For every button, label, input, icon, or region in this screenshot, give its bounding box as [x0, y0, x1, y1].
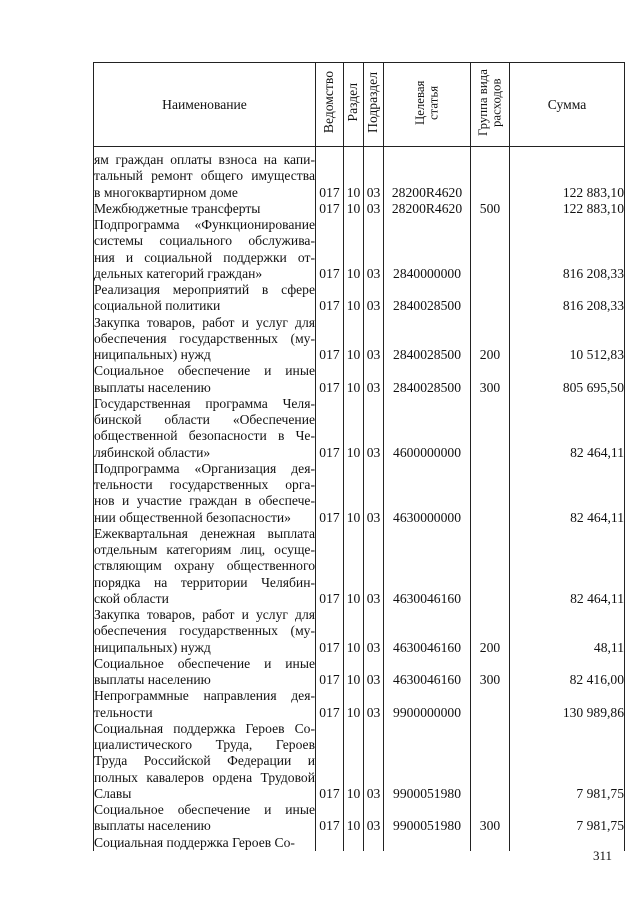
cell-razdel: 10 — [344, 461, 364, 526]
cell-vedomstvo: 017 — [316, 721, 344, 802]
cell-podrazdel: 03 — [364, 363, 384, 396]
cell-vedomstvo: 017 — [316, 461, 344, 526]
cell-podrazdel: 03 — [364, 152, 384, 201]
cell-celevaya-statya: 4630000000 — [384, 461, 471, 526]
cell-celevaya-statya: 9900051980 — [384, 721, 471, 802]
cell-name — [94, 152, 316, 201]
table-row — [94, 396, 625, 461]
cell-name — [94, 721, 316, 802]
cell-razdel: 10 — [344, 802, 364, 835]
name-line: Социальное обеспечение и иные — [94, 802, 315, 817]
table-row — [94, 461, 625, 526]
budget-table — [93, 62, 625, 851]
cell-summa: 122 883,10 — [510, 201, 625, 217]
name-line: в многоквартирном доме — [94, 184, 238, 200]
table-row — [94, 688, 625, 721]
cell-vid-raskhodov — [471, 152, 510, 201]
table-row — [94, 802, 625, 835]
cell-celevaya-statya — [384, 835, 471, 851]
cell-celevaya-statya: 2840028500 — [384, 363, 471, 396]
cell-razdel: 10 — [344, 152, 364, 201]
header-summa: Сумма — [510, 63, 625, 147]
name-line: Закупка товаров, работ и услуг для — [94, 607, 315, 622]
name-line: порядка на территории Челябин- — [94, 574, 315, 590]
cell-podrazdel: 03 — [364, 607, 384, 656]
name-line: Закупка товаров, работ и услуг для — [94, 314, 315, 330]
cell-vid-raskhodov: 300 — [471, 802, 510, 835]
cell-podrazdel — [364, 835, 384, 851]
name-line: ния и социальной поддержки от- — [94, 249, 315, 265]
cell-summa: 816 208,33 — [510, 217, 625, 282]
header-razdel: Раздел — [344, 63, 364, 147]
cell-razdel: 10 — [344, 217, 364, 282]
name-line: нии общественной безопасности» — [94, 509, 291, 525]
cell-vedomstvo: 017 — [316, 396, 344, 461]
cell-celevaya-statya: 2840028500 — [384, 315, 471, 364]
cell-vid-raskhodov: 300 — [471, 656, 510, 689]
cell-name — [94, 835, 316, 851]
cell-vid-raskhodov — [471, 282, 510, 315]
name-line: Межбюджетные трансферты — [94, 200, 261, 216]
cell-podrazdel: 03 — [364, 282, 384, 315]
cell-podrazdel: 03 — [364, 461, 384, 526]
cell-name — [94, 396, 316, 461]
cell-podrazdel: 03 — [364, 526, 384, 607]
cell-celevaya-statya: 28200R4620 — [384, 201, 471, 217]
cell-razdel: 10 — [344, 607, 364, 656]
cell-vedomstvo: 017 — [316, 607, 344, 656]
cell-vedomstvo: 017 — [316, 152, 344, 201]
cell-razdel: 10 — [344, 396, 364, 461]
name-line: Подпрограмма «Организация дея- — [94, 460, 315, 476]
name-line: социальной политики — [94, 298, 221, 314]
table-row — [94, 607, 625, 656]
cell-name — [94, 688, 316, 721]
cell-vid-raskhodov — [471, 721, 510, 802]
cell-vid-raskhodov — [471, 526, 510, 607]
cell-podrazdel: 03 — [364, 656, 384, 689]
cell-razdel: 10 — [344, 656, 364, 689]
name-line: дельных категорий граждан» — [94, 265, 263, 281]
name-line: ской области — [94, 590, 169, 606]
cell-name — [94, 201, 316, 217]
cell-summa: 48,11 — [510, 607, 625, 656]
cell-vedomstvo — [316, 835, 344, 851]
header-gruppa-vida-raskhodov: Группа вида расходов — [471, 63, 510, 147]
cell-razdel: 10 — [344, 201, 364, 217]
cell-razdel: 10 — [344, 688, 364, 721]
name-line: Реализация мероприятий в сфере — [94, 282, 315, 297]
cell-razdel: 10 — [344, 282, 364, 315]
table-row — [94, 835, 625, 851]
table-row — [94, 721, 625, 802]
cell-podrazdel: 03 — [364, 802, 384, 835]
cell-summa: 82 464,11 — [510, 526, 625, 607]
cell-vedomstvo: 017 — [316, 688, 344, 721]
cell-podrazdel: 03 — [364, 217, 384, 282]
name-line: бинской области «Обеспечение — [94, 412, 315, 427]
cell-celevaya-statya: 2840000000 — [384, 217, 471, 282]
name-line: выплаты населению — [94, 818, 211, 834]
cell-vid-raskhodov: 200 — [471, 315, 510, 364]
name-line: выплаты населению — [94, 379, 211, 395]
cell-name — [94, 217, 316, 282]
cell-vid-raskhodov — [471, 461, 510, 526]
cell-vedomstvo: 017 — [316, 802, 344, 835]
cell-razdel: 10 — [344, 315, 364, 364]
cell-vedomstvo: 017 — [316, 217, 344, 282]
name-line: тальный ремонт общего имущества — [94, 168, 315, 184]
cell-name — [94, 802, 316, 835]
cell-razdel: 10 — [344, 363, 364, 396]
name-line: Социальная поддержка Героев Со- — [94, 834, 295, 850]
cell-celevaya-statya: 4630046160 — [384, 607, 471, 656]
cell-vid-raskhodov: 300 — [471, 363, 510, 396]
cell-summa: 130 989,86 — [510, 688, 625, 721]
table-row — [94, 526, 625, 607]
cell-podrazdel: 03 — [364, 201, 384, 217]
name-line: Труда Российской Федерации и — [94, 753, 315, 769]
name-line: выплаты населению — [94, 672, 211, 687]
name-line: Ежеквартальная денежная выплата — [94, 525, 315, 541]
cell-razdel — [344, 835, 364, 851]
cell-celevaya-statya: 4630046160 — [384, 526, 471, 607]
cell-name — [94, 526, 316, 607]
cell-vid-raskhodov — [471, 835, 510, 851]
cell-summa: 82 416,00 — [510, 656, 625, 689]
name-line: лябинской области» — [94, 444, 211, 460]
name-line: Славы — [94, 785, 132, 801]
cell-vedomstvo: 017 — [316, 656, 344, 689]
table-body — [94, 147, 625, 851]
cell-name — [94, 461, 316, 526]
name-line: Подпрограмма «Функционирование — [94, 217, 315, 232]
cell-celevaya-statya: 4600000000 — [384, 396, 471, 461]
cell-razdel: 10 — [344, 721, 364, 802]
cell-summa: 7 981,75 — [510, 721, 625, 802]
cell-summa: 10 512,83 — [510, 315, 625, 364]
name-line: отдельным категориям лиц, осуще- — [94, 542, 315, 557]
cell-summa: 82 464,11 — [510, 396, 625, 461]
table-row — [94, 201, 625, 217]
table-row — [94, 282, 625, 315]
cell-name — [94, 607, 316, 656]
name-line: Социальная поддержка Героев Со- — [94, 720, 315, 736]
name-line: Социальное обеспечение и иные — [94, 655, 315, 671]
cell-summa: 7 981,75 — [510, 802, 625, 835]
table-row — [94, 217, 625, 282]
name-line: Социальное обеспечение и иные — [94, 363, 315, 379]
cell-vedomstvo: 017 — [316, 526, 344, 607]
name-line: обеспечения государственных (му- — [94, 330, 315, 346]
name-line: ям граждан оплаты взноса на капи- — [94, 152, 315, 167]
cell-summa: 122 883,10 — [510, 152, 625, 201]
cell-name — [94, 656, 316, 689]
name-line: общественной безопасности в Че- — [94, 428, 315, 444]
table-row — [94, 363, 625, 396]
cell-celevaya-statya: 28200R4620 — [384, 152, 471, 201]
name-line: нов и участие граждан в обеспече- — [94, 493, 315, 509]
table-header-row — [94, 63, 625, 147]
cell-name — [94, 363, 316, 396]
name-line: ниципальных) нужд — [94, 347, 211, 362]
page-number: 311 — [593, 848, 613, 863]
header-celevaya-statya: Целевая статья — [384, 63, 471, 147]
cell-podrazdel: 03 — [364, 688, 384, 721]
name-line: циалистического Труда, Героев — [94, 737, 315, 752]
cell-vedomstvo: 017 — [316, 201, 344, 217]
header-podrazdel: Подраздел — [364, 63, 384, 147]
cell-celevaya-statya: 2840028500 — [384, 282, 471, 315]
cell-podrazdel: 03 — [364, 315, 384, 364]
cell-vedomstvo: 017 — [316, 315, 344, 364]
cell-summa: 82 464,11 — [510, 461, 625, 526]
cell-vedomstvo: 017 — [316, 282, 344, 315]
cell-summa: 805 695,50 — [510, 363, 625, 396]
table-row — [94, 656, 625, 689]
cell-name — [94, 282, 316, 315]
name-line: полных кавалеров ордена Трудовой — [94, 769, 315, 785]
cell-vid-raskhodov — [471, 688, 510, 721]
table-row — [94, 315, 625, 364]
name-line: обеспечения государственных (му- — [94, 623, 315, 639]
name-line: Непрограммные направления дея- — [94, 688, 315, 704]
cell-podrazdel: 03 — [364, 721, 384, 802]
name-line: ствляющим охрану общественного — [94, 558, 315, 574]
cell-razdel: 10 — [344, 526, 364, 607]
cell-vid-raskhodov: 200 — [471, 607, 510, 656]
cell-vid-raskhodov — [471, 396, 510, 461]
table-row — [94, 152, 625, 201]
name-line: тельности государственных орга- — [94, 477, 315, 492]
cell-celevaya-statya: 9900000000 — [384, 688, 471, 721]
cell-summa: 816 208,33 — [510, 282, 625, 315]
cell-celevaya-statya: 9900051980 — [384, 802, 471, 835]
cell-podrazdel: 03 — [364, 396, 384, 461]
cell-vedomstvo: 017 — [316, 363, 344, 396]
name-line: системы социального обслужива- — [94, 233, 315, 249]
name-line: тельности — [94, 704, 153, 720]
cell-vid-raskhodov — [471, 217, 510, 282]
cell-vid-raskhodov: 500 — [471, 201, 510, 217]
cell-name — [94, 315, 316, 364]
cell-celevaya-statya: 4630046160 — [384, 656, 471, 689]
header-name: Наименование — [94, 63, 316, 147]
name-line: Государственная программа Челя- — [94, 395, 315, 411]
header-vedomstvo: Ведомство — [316, 63, 344, 147]
name-line: ниципальных) нужд — [94, 639, 211, 655]
